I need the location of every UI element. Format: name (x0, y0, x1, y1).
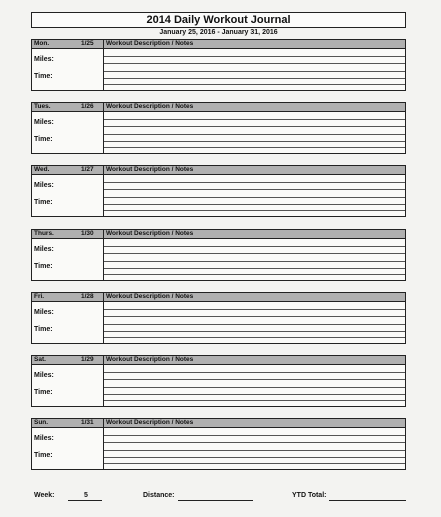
day-date: 1/26 (81, 103, 94, 110)
notes-line[interactable] (104, 450, 405, 451)
ytd-total-field[interactable] (329, 500, 406, 501)
notes-line[interactable] (104, 78, 405, 79)
notes-line[interactable] (104, 71, 405, 72)
time-label: Time: (34, 199, 53, 206)
notes-line[interactable] (104, 316, 405, 317)
day-date: 1/28 (81, 293, 94, 300)
notes-line[interactable] (104, 400, 405, 401)
notes-line[interactable] (104, 324, 405, 325)
miles-label: Miles: (34, 246, 54, 253)
day-block (31, 355, 406, 407)
distance-field[interactable] (178, 500, 253, 501)
notes-line[interactable] (104, 147, 405, 148)
time-label: Time: (34, 73, 53, 80)
notes-line[interactable] (104, 372, 405, 373)
day-header (32, 230, 405, 239)
miles-label: Miles: (34, 182, 54, 189)
day-name: Fri. (34, 293, 45, 300)
day-block (31, 39, 406, 91)
notes-line[interactable] (104, 210, 405, 211)
week-value: 5 (84, 492, 88, 499)
day-header (32, 166, 405, 175)
notes-header: Workout Description / Notes (103, 230, 193, 238)
miles-label: Miles: (34, 56, 54, 63)
date-range: January 25, 2016 - January 31, 2016 (159, 29, 278, 36)
day-date: 1/29 (81, 356, 94, 363)
notes-line[interactable] (104, 197, 405, 198)
notes-line[interactable] (104, 126, 405, 127)
notes-line[interactable] (104, 182, 405, 183)
notes-line[interactable] (104, 261, 405, 262)
notes-line[interactable] (104, 141, 405, 142)
notes-header: Workout Description / Notes (103, 419, 193, 427)
day-header (32, 103, 405, 112)
day-name: Sun. (34, 419, 49, 426)
miles-label: Miles: (34, 119, 54, 126)
day-date: 1/27 (81, 166, 94, 173)
day-name: Thurs. (34, 230, 54, 237)
day-header (32, 40, 405, 49)
day-header (32, 356, 405, 365)
day-date: 1/30 (81, 230, 94, 237)
miles-label: Miles: (34, 435, 54, 442)
notes-line[interactable] (104, 309, 405, 310)
day-block (31, 292, 406, 344)
distance-label: Distance: (143, 492, 175, 499)
day-block (31, 102, 406, 154)
notes-line[interactable] (104, 63, 405, 64)
notes-header: Workout Description / Notes (103, 293, 193, 301)
time-label: Time: (34, 136, 53, 143)
notes-line[interactable] (104, 204, 405, 205)
day-block (31, 418, 406, 470)
day-date: 1/31 (81, 419, 94, 426)
notes-line[interactable] (104, 442, 405, 443)
day-date: 1/25 (81, 40, 94, 47)
time-label: Time: (34, 326, 53, 333)
notes-line[interactable] (104, 457, 405, 458)
ytd-total-label: YTD Total: (292, 492, 327, 499)
notes-line[interactable] (104, 274, 405, 275)
journal-title: 2014 Daily Workout Journal (31, 12, 406, 28)
notes-line[interactable] (104, 337, 405, 338)
day-name: Sat. (34, 356, 46, 363)
notes-line[interactable] (104, 387, 405, 388)
time-label: Time: (34, 452, 53, 459)
week-underline (68, 500, 102, 501)
notes-line[interactable] (104, 394, 405, 395)
day-name: Mon. (34, 40, 50, 47)
notes-line[interactable] (104, 189, 405, 190)
time-label: Time: (34, 389, 53, 396)
notes-line[interactable] (104, 246, 405, 247)
notes-header: Workout Description / Notes (103, 166, 193, 174)
notes-header: Workout Description / Notes (103, 103, 193, 111)
notes-line[interactable] (104, 253, 405, 254)
miles-label: Miles: (34, 309, 54, 316)
notes-header: Workout Description / Notes (103, 356, 193, 364)
week-label: Week: (34, 492, 55, 499)
day-header (32, 419, 405, 428)
notes-line[interactable] (104, 84, 405, 85)
day-block (31, 165, 406, 217)
day-name: Wed. (34, 166, 50, 173)
time-label: Time: (34, 263, 53, 270)
notes-line[interactable] (104, 379, 405, 380)
notes-line[interactable] (104, 56, 405, 57)
notes-line[interactable] (104, 331, 405, 332)
notes-line[interactable] (104, 268, 405, 269)
notes-line[interactable] (104, 119, 405, 120)
day-block (31, 229, 406, 281)
notes-line[interactable] (104, 435, 405, 436)
day-header (32, 293, 405, 302)
miles-label: Miles: (34, 372, 54, 379)
day-name: Tues. (34, 103, 51, 110)
notes-header: Workout Description / Notes (103, 40, 193, 48)
notes-line[interactable] (104, 463, 405, 464)
notes-line[interactable] (104, 134, 405, 135)
